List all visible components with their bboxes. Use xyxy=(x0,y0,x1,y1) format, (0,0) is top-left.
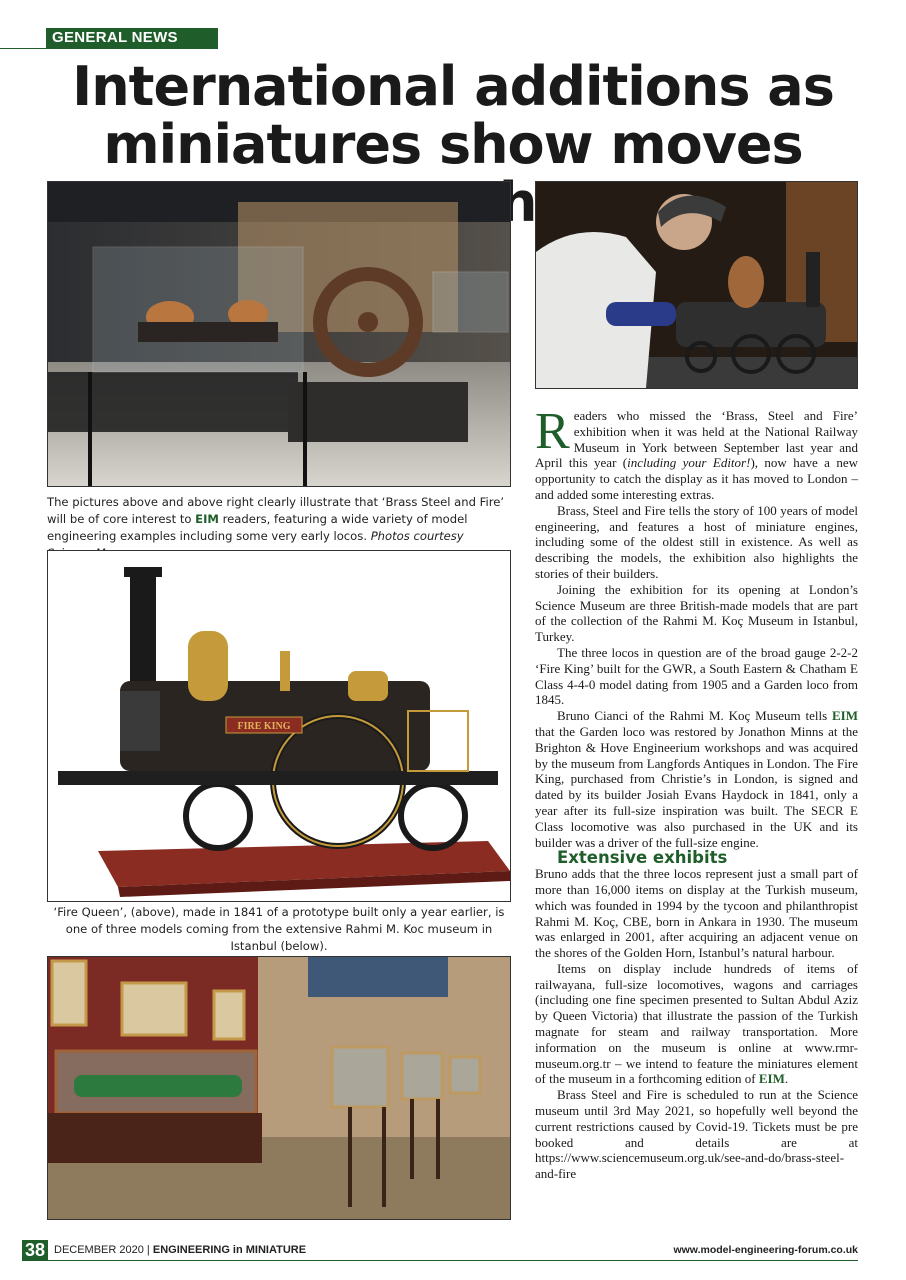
footer-separator: | xyxy=(143,1244,153,1256)
page-number: 38 xyxy=(22,1240,48,1260)
conservator-photo-art xyxy=(536,182,857,388)
article-p5-a: Bruno Cianci of the Rahmi M. Koç Museum tells xyxy=(557,708,832,724)
caption-top-text-2: readers, featuring a wide variety of model engineering examples including some very early locos. xyxy=(47,512,468,543)
footer-url[interactable]: www.model-engineering-forum.co.uk xyxy=(673,1244,858,1256)
conservator-photo xyxy=(535,181,858,389)
article-paragraph-8: Brass Steel and Fire is scheduled to run at the Science museum until 3rd May 2021, so hopefully well beyond the current restrictions caused by Covid-19. Tickets must be pre booked and details are at https://www.sciencemuseum.org.uk/see-and-do/brass-steel-and-fire xyxy=(535,1087,858,1182)
fire-queen-photo-art xyxy=(48,551,510,901)
article-paragraph-6: Bruno adds that the three locos represent just a small part of more than 16,000 items on display at the Turkish museum, which was founded in 1994 by the tycoon and philanthropist Rahmi M. Koç, CBE, born in Ankara in 1930. The museum was enlarged in 2001, after acquiring an adjacent venue on the shores of the Golden Horn, Istanbul’s natural harbour. xyxy=(535,866,858,961)
article-paragraph-5 xyxy=(535,708,858,850)
caption-middle-text: ‘Fire Queen’, (above), made in 1841 of a prototype built only a year earlier, is one of three models coming from the extensive Rahmi M. Koc museum in Istanbul (below). xyxy=(53,905,505,953)
article-p7-a: Items on display include hundreds of items of railwayana, full-size locomotives, wagons and carriages (including one fine specimen presented to Sultan Abdul Aziz by Queen Victoria) that illustrate the passion of the Turkish magnate for steam and railway transportation. More information on the museum is online at www.rmr-museum.org.tr – we intend to feature the miniatures element of the museum in a forthcoming edition of xyxy=(535,960,858,1087)
loco-nameplate: FIRE KING xyxy=(237,721,291,732)
article-paragraph-2: Brass, Steel and Fire tells the story of 100 years of model engineering, and features a host of miniature engines, including some of the oldest still in existence. As well as describing the models, the exhibition also highlights the stories of their builders. xyxy=(535,502,858,581)
fire-queen-photo xyxy=(47,550,511,902)
article-paragraph-7 xyxy=(535,961,858,1087)
dropcap: R xyxy=(535,403,570,460)
section-tag: GENERAL NEWS xyxy=(46,28,218,48)
article-paragraph-1 xyxy=(535,403,858,503)
article-paragraph-4: The three locos in question are of the broad gauge 2-2-2 ‘Fire King’ built for the GWR, a South Eastern & Chatham E Class 4-4-0 model dating from 1905 and a Garden loco from 1845. xyxy=(535,644,858,708)
subheading: Extensive exhibits xyxy=(557,848,728,868)
section-tag-rule xyxy=(0,48,218,49)
eim-mark: EIM xyxy=(758,1071,785,1087)
footer-magazine: ENGINEERING in MINIATURE xyxy=(152,1244,307,1256)
article-p7-b: . xyxy=(784,1071,789,1087)
article-p1: eaders who missed the ‘Brass, Steel and Fire’ exhibition when it was held at the National Railway Museum in York between September last year and April this year ( xyxy=(535,408,858,471)
article-paragraph-3: Joining the exhibition for its opening at London’s Science Museum are three British-made models that are part of the collection of the Rahmi M. Koç Museum in Istanbul, Turkey. xyxy=(535,581,858,645)
article-p1-end: ), now have a new opportunity to catch the display as it has moved to London – and added some interesting extras. xyxy=(535,455,858,502)
footer-rule xyxy=(22,1260,858,1261)
footer-issue-date: DECEMBER 2020 xyxy=(54,1244,144,1256)
caption-top-text: The pictures above and above right clearly illustrate that ‘Brass Steel and Fire’ will be of core interest to xyxy=(47,495,505,526)
article-p1-italic: including your Editor! xyxy=(627,455,751,471)
museum-photo-art xyxy=(48,957,510,1219)
gallery-photo-art xyxy=(48,182,510,486)
museum-photo xyxy=(47,956,511,1220)
caption-top-credit: Photos courtesy xyxy=(370,529,464,543)
article-body xyxy=(535,403,858,1182)
gallery-photo xyxy=(47,181,511,487)
article-p5-b: that the Garden loco was restored by Jonathon Minns at the Brighton & Hove Engineerium workshops and was acquired by the museum from Langfords Antiques in London. The Fire King, purchased from Christie’s in London, is signed and dated by its builder Josiah Evans Haydock in 1841, only a year after its full-size inspiration was built. The SECR E Class locomotive was also purchased in the UK and its builder was a driver of the full-size engine. xyxy=(535,723,858,850)
eim-mark: EIM xyxy=(195,512,219,526)
eim-mark: EIM xyxy=(832,708,858,724)
footer-issue xyxy=(54,1244,306,1256)
headline: International additions as miniatures show moves xyxy=(72,55,834,176)
